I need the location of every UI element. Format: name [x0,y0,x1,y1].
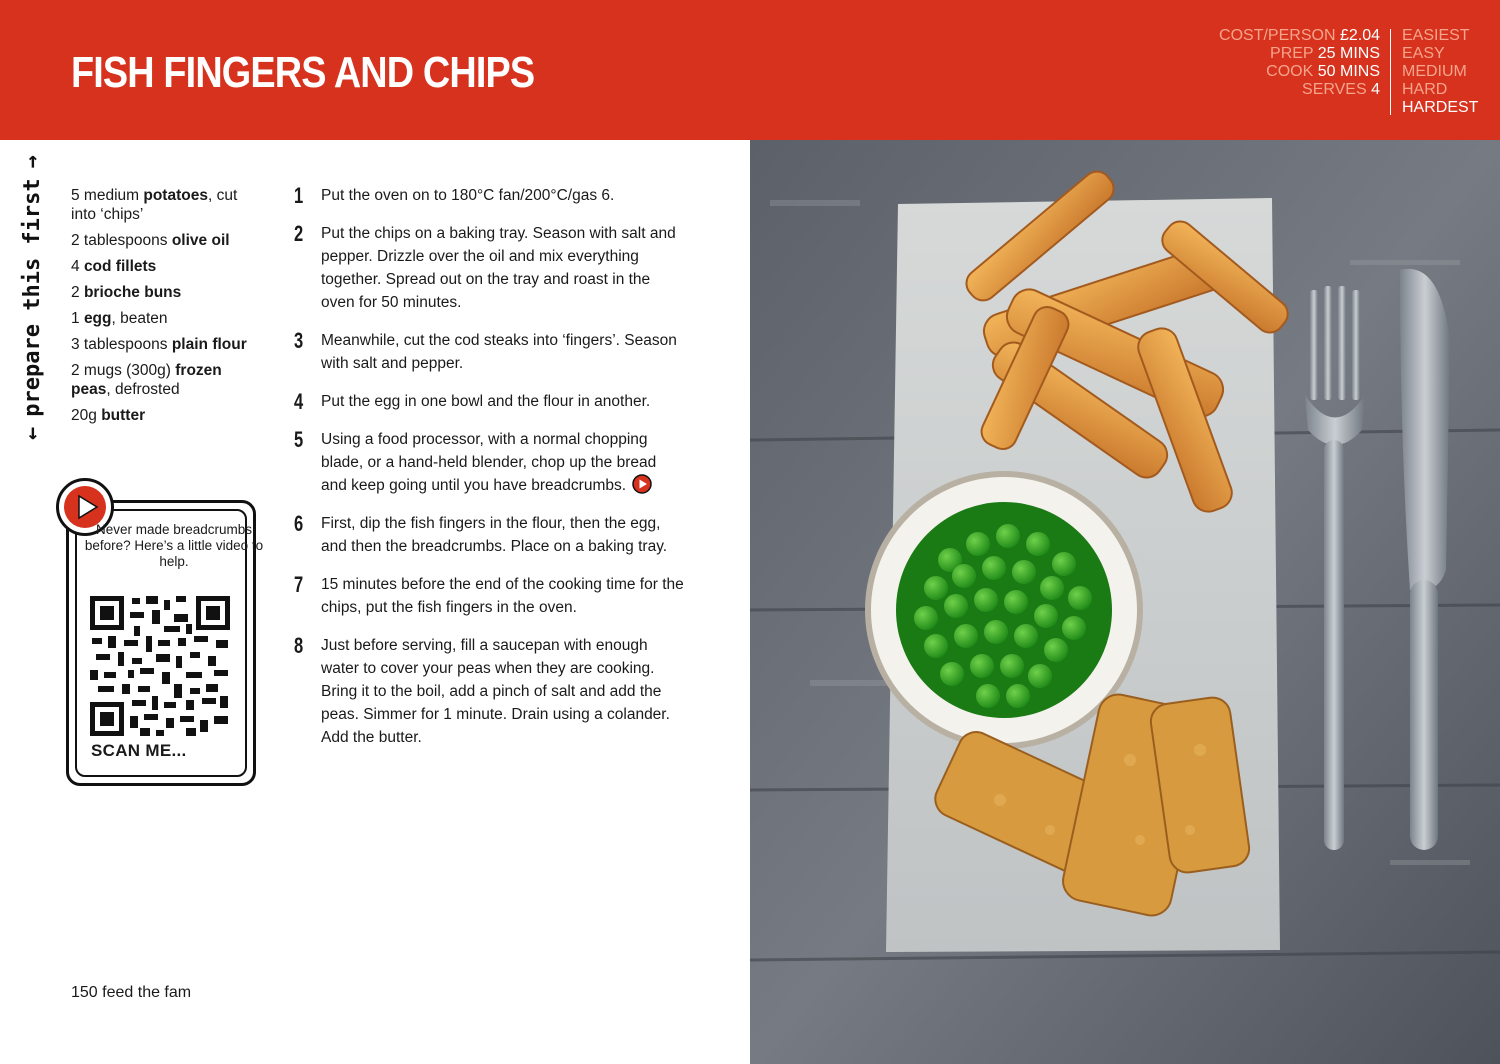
difficulty-scale [1402,27,1478,117]
ingredients-list [71,186,261,432]
ingredient-item: 5 medium potatoes, cut into ‘chips’ [71,187,238,223]
step-number: 2 [294,221,304,246]
ingredient-item: 2 brioche buns [71,284,182,301]
serves-row [1219,81,1380,99]
prepare-this-first-label [14,155,50,440]
serves-value: 4 [1371,81,1380,98]
cook-value: 50 MINS [1317,63,1380,80]
step-text: 15 minutes before the end of the cooking time for the chips, put the fish fingers in the oven. [321,576,684,616]
play-video-icon[interactable] [632,474,652,494]
cook-row [1219,63,1380,81]
method-step [294,329,684,375]
step-text: First, dip the fish fingers in the flour, then the egg, and then the breadcrumbs. Place on a baking tray. [321,515,668,555]
title-banner [0,0,1500,140]
prep-row [1219,45,1380,63]
step-number: 8 [294,633,304,658]
cost-value: £2.04 [1339,27,1380,44]
ingredient-item: 2 tablespoons olive oil [71,232,230,249]
method-step [294,222,684,314]
step-text: Put the chips on a baking tray. Season with salt and pepper. Drizzle over the oil and mix everything together. Spread out on the tray and roast in the oven for 50 minutes. [321,225,676,311]
step-text: Meanwhile, cut the cod steaks into ‘fingers’. Season with salt and pepper. [321,332,677,372]
cost-row [1219,27,1380,45]
method-step [294,428,684,497]
step-text: Put the oven on to 180°C fan/200°C/gas 6. [321,187,615,204]
difficulty-level: EASIEST [1402,27,1470,44]
prepare-text: prepare this first [19,178,45,417]
method-step [294,184,684,207]
prep-value: 25 MINS [1317,45,1380,62]
arrow-right-icon: → [19,155,45,169]
step-number: 6 [294,511,304,536]
dish-photo [750,140,1500,1064]
step-text: Just before serving, fill a saucepan with enough water to cover your peas when they are cooking. Bring it to the boil, add a pinch of salt and add the peas. Simmer for 1 minute. Drain using a colander. Add the butter. [321,637,670,746]
step-number: 5 [294,427,304,452]
step-number: 7 [294,572,304,597]
qr-code[interactable] [90,596,230,736]
method-steps [294,184,684,764]
method-step [294,390,684,413]
page-footer [71,984,191,1002]
ingredient-item: 2 mugs (300g) frozen peas, defrosted [71,362,222,398]
cook-label: COOK [1266,63,1314,80]
page-number: 150 [71,984,98,1001]
step-text: Put the egg in one bowl and the flour in another. [321,393,651,410]
scan-me-label: SCAN ME... [91,741,187,760]
prep-label: PREP [1270,45,1314,62]
serves-label: SERVES [1302,81,1367,98]
recipe-meta [1219,27,1380,99]
book-title: feed the fam [102,984,192,1001]
cost-label: COST/PERSON [1219,27,1336,44]
difficulty-level: HARD [1402,81,1448,98]
ingredient-item: 4 cod fillets [71,258,157,275]
ingredient-item: 3 tablespoons plain flour [71,336,247,353]
method-step [294,634,684,749]
difficulty-level: MEDIUM [1402,63,1467,80]
qr-card-text: Never made breadcrumbs before? Here’s a little video to help. [84,522,264,569]
meta-divider [1390,29,1391,115]
step-number: 3 [294,328,304,353]
page-title: FISH FINGERS AND CHIPS [71,48,535,97]
difficulty-level: EASY [1402,45,1445,62]
difficulty-level: HARDEST [1402,99,1479,116]
arrow-left-icon: ← [19,426,45,440]
method-step [294,512,684,558]
method-step [294,573,684,619]
ingredient-item: 1 egg, beaten [71,310,168,327]
step-number: 1 [294,183,304,208]
step-text: Using a food processor, with a normal chopping blade, or a hand-held blender, chop up the bread and keep going until you have breadcrumbs. [321,431,657,494]
step-number: 4 [294,389,304,414]
ingredient-item: 20g butter [71,407,146,424]
